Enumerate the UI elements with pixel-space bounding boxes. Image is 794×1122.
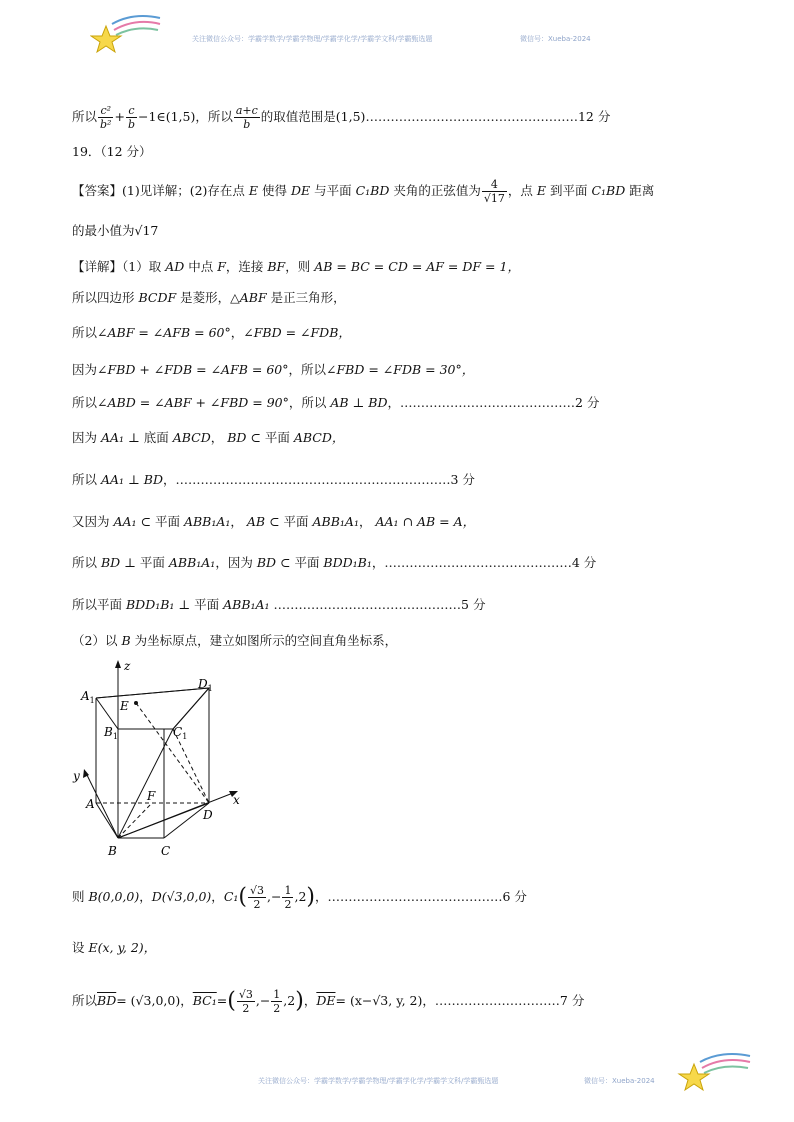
vector-line: 所以$\overline{BD}= (√3,0,0)$，BC₁=( $\frac{√3}{2}$ ,− $\frac{1}{2}$ ,2)，$\overline{DE}= (x-√3$, y, 2)，…………………………7 分 xyxy=(72,988,585,1015)
label-B1: $B_1$ xyxy=(104,725,118,741)
label-A1: $A_1$ xyxy=(81,689,95,705)
part2-line: （2）以 B 为坐标原点，建立如图所示的空间直角坐标系， xyxy=(72,633,398,648)
label-y: y xyxy=(73,769,80,783)
footer-left: 关注微信公众号：学霸学数学/学霸学物理/学霸学化学/学霸学文科/学霸甄选题 xyxy=(258,1077,499,1085)
detail-line-2: 所以四边形 BCDF 是菱形，△ABF 是正三角形， xyxy=(72,290,346,305)
label-x: x xyxy=(233,793,240,807)
detail-line-4: 因为∠FBD + ∠FDB = ∠AFB = 60°，所以∠FBD = ∠FDB = 30°， xyxy=(72,362,475,377)
footer-right: 微信号：Xueba-2024 xyxy=(584,1077,655,1085)
detail-line-3: 所以∠ABF = ∠AFB = 60°，∠FBD = ∠FDB， xyxy=(72,325,351,340)
detail-line-6: 因为 AA₁ ⊥ 底面 ABCD， BD ⊂ 平面 ABCD， xyxy=(72,430,345,445)
answer-line-2: 的最小值为√17 xyxy=(72,223,159,238)
set-E-line: 设 E(x, y, 2)， xyxy=(72,940,157,955)
header-right: 微信号：Xueba-2024 xyxy=(520,35,591,43)
detail-line-8: 又因为 AA₁ ⊂ 平面 ABB₁A₁， AB ⊂ 平面 ABB₁A₁， AA₁ ∩ AB = A， xyxy=(72,514,476,529)
problem-number: 19．（12 分） xyxy=(72,144,152,159)
label-F: F xyxy=(147,789,156,803)
detail-line-1: 【详解】（1）取 AD 中点 F，连接 BF，则 AB = BC = CD = AF = DF = 1， xyxy=(72,259,520,274)
header-left: 关注微信公众号：学霸学数学/学霸学物理/学霸学化学/学霸学文科/学霸甄选题 xyxy=(192,35,433,43)
label-A: A xyxy=(86,797,95,811)
detail-line-7: 所以 AA₁ ⊥ BD，…………………………………………………………3 分 xyxy=(72,472,475,487)
label-E: E xyxy=(120,699,129,713)
answer-line: 【答案】(1)见详解；(2)存在点 E 使得 DE 与平面 C₁BD 夹角的正弦值为 $\frac{4}{√17}$ ，点 E 到平面 C₁BD 距离 xyxy=(72,178,655,205)
detail-line-10: 所以平面 BDD₁B₁ ⊥ 平面 ABB₁A₁ ………………………………………5 分 xyxy=(72,597,486,612)
label-D1: $D_1$ xyxy=(198,677,213,693)
star-logo-bottom xyxy=(676,1050,752,1096)
line-1: 所以 $\frac{\text{c²}}{\text{b²}}$ + $\frac{c}{b}$ −1∈(1,5)，所以 $\frac{a+c}{b}$ 的取值范围是(1,5)……………………………………………12 分 xyxy=(72,104,611,131)
coord-line: 则 B(0,0,0)，D(√3,0,0)，C₁( $\frac{√3}{2}$ ,− $\frac{1}{2}$ ,2)，……………………………………6 分 xyxy=(72,884,527,911)
label-B: B xyxy=(108,844,117,858)
detail-line-5: 所以∠ABD = ∠ABF + ∠FBD = 90°，所以 AB ⊥ BD，……………………………………2 分 xyxy=(72,395,600,410)
label-D: D xyxy=(203,808,213,822)
prism-figure xyxy=(70,658,260,863)
label-z: z xyxy=(124,659,131,673)
label-C1: $C_1$ xyxy=(173,725,188,741)
label-C: C xyxy=(161,844,171,858)
detail-line-9: 所以 BD ⊥ 平面 ABB₁A₁，因为 BD ⊂ 平面 BDD₁B₁，………………………………………4 分 xyxy=(72,555,597,570)
star-logo-top xyxy=(90,14,162,56)
